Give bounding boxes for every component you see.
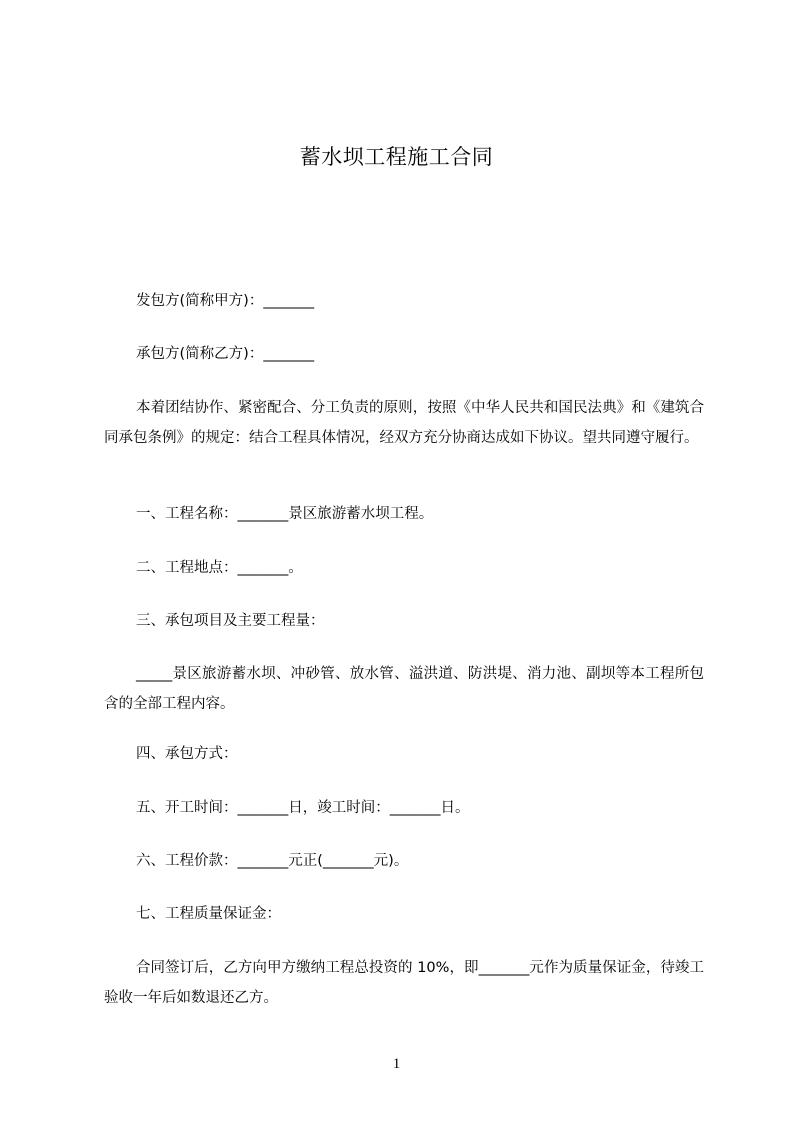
page-number: 1 (392, 1056, 401, 1072)
document-title: 蓄水坝工程施工合同 (299, 145, 494, 169)
section-1-project-name: 一、工程名称：_______景区旅游蓄水坝工程。 (136, 506, 434, 522)
section-6-price: 六、工程价款：_______元正(_______元)。 (136, 853, 409, 869)
section-2-project-location: 二、工程地点：_______。 (136, 560, 303, 576)
section-7-body: 合同签订后，乙方向甲方缴纳工程总投资的 10%，即_______元作为质量保证金，待竣工验收一年后如数退还乙方。 (104, 960, 704, 1006)
section-5-schedule: 五、开工时间：_______日，竣工时间：_______日。 (136, 800, 470, 816)
section-3-body: _____景区旅游蓄水坝、冲砂管、放水管、溢洪道、防洪堤、消力池、副坝等本工程所包含的全部工程内容。 (104, 666, 704, 712)
party-b-line: 承包方(简称乙方)：_______ (136, 346, 315, 362)
section-4-contract-mode: 四、承包方式： (136, 746, 238, 762)
party-a-line: 发包方(简称甲方)：_______ (136, 293, 315, 309)
section-7-heading: 七、工程质量保证金： (136, 906, 281, 922)
section-3-heading: 三、承包项目及主要工程量： (136, 613, 325, 629)
preamble-paragraph: 本着团结协作、紧密配合、分工负责的原则，按照《中华人民共和国民法典》和《建筑合同承包条例》的规定：结合工程具体情况，经双方充分协商达成如下协议。望共同遵守履行。 (104, 400, 704, 446)
